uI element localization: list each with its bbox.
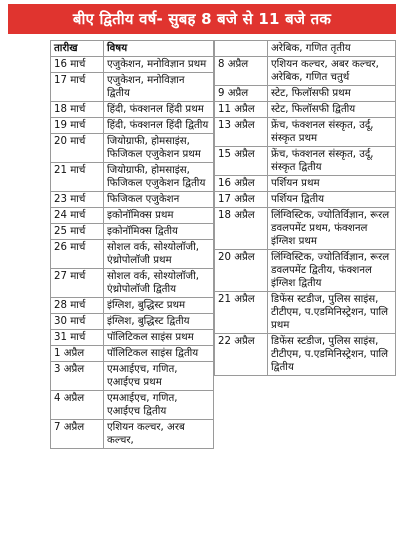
row-subject: एशियन कल्चर, अरब कल्चर, [104,420,214,449]
table-row [215,57,396,86]
schedule-table-left [50,40,214,449]
table-row [51,192,214,208]
row-subject: एजुकेशन, मनोविज्ञान प्रथम [104,57,214,73]
row-subject: इंग्लिश, बुद्धिस्ट द्वितीय [104,314,214,330]
table-row [215,192,396,208]
row-subject: पर्शियन प्रथम [268,176,396,192]
table-header-row [51,41,214,57]
table-row [51,224,214,240]
row-date: 24 मार्च [51,208,104,224]
table-row [51,298,214,314]
table-row [51,391,214,420]
row-subject: डिफेंस स्टडीज, पुलिस साइंस, टीटीएम, प.एडमिनिस्ट्रेशन, पालि प्रथम [268,292,396,334]
row-date: 28 मार्च [51,298,104,314]
header-date: तारीख [51,41,104,57]
table-row [215,102,396,118]
table-row [215,292,396,334]
table-row [51,134,214,163]
table-row [51,118,214,134]
row-date: 18 अप्रैल [215,208,268,250]
row-subject: सोशल वर्क, सोश्योलॉजी, एंथ्रोपोलॉजी प्रथम [104,240,214,269]
page-title-banner [8,4,396,34]
row-date: 11 अप्रैल [215,102,268,118]
table-row-continuation [215,41,396,57]
row-date: 26 मार्च [51,240,104,269]
row-date: 22 अप्रैल [215,334,268,376]
row-date: 18 मार्च [51,102,104,118]
row-date: 3 अप्रैल [51,362,104,391]
table-row [51,269,214,298]
row-subject: स्टेट, फिलॉसफी प्रथम [268,86,396,102]
table-row [215,86,396,102]
row-date: 21 मार्च [51,163,104,192]
row-subject: पॉलिटिकल साइंस द्वितीय [104,346,214,362]
row-date: 17 अप्रैल [215,192,268,208]
row-date: 31 मार्च [51,330,104,346]
table-row [215,176,396,192]
table-row [51,330,214,346]
table-row [51,420,214,449]
row-date-empty [215,41,268,57]
row-subject: फ्रेंच, फंक्शनल संस्कृत, उर्दू, संस्कृत द्वितीय [268,147,396,176]
row-subject: स्टेट, फिलॉसफी द्वितीय [268,102,396,118]
row-date: 16 मार्च [51,57,104,73]
table-row [215,147,396,176]
row-subject: एजुकेशन, मनोविज्ञान द्वितीय [104,73,214,102]
row-date: 15 अप्रैल [215,147,268,176]
table-row [51,240,214,269]
row-subject: इकोनॉमिक्स प्रथम [104,208,214,224]
table-row [51,163,214,192]
row-subject: फिजिकल एजुकेशन [104,192,214,208]
row-date: 30 मार्च [51,314,104,330]
row-date: 4 अप्रैल [51,391,104,420]
row-subject: लिंग्विस्टिक, ज्योतिर्विज्ञान, रूरल डवलपमेंट प्रथम, फंक्शनल इंग्लिश प्रथम [268,208,396,250]
table-row [215,250,396,292]
row-subject: हिंदी, फंक्शनल हिंदी प्रथम [104,102,214,118]
table-row [215,208,396,250]
row-date: 19 मार्च [51,118,104,134]
row-subject: इंग्लिश, बुद्धिस्ट प्रथम [104,298,214,314]
row-subject: जियोग्राफी, होमसाइंस, फिजिकल एजुकेशन द्वितीय [104,163,214,192]
row-date: 7 अप्रैल [51,420,104,449]
row-subject: इकोनॉमिक्स द्वितीय [104,224,214,240]
row-date: 13 अप्रैल [215,118,268,147]
row-subject-continuation: अरेबिक, गणित तृतीय [268,41,396,57]
row-subject: लिंग्विस्टिक, ज्योतिर्विज्ञान, रूरल डवलपमेंट द्वितीय, फंक्शनल इंग्लिश द्वितीय [268,250,396,292]
row-date: 25 मार्च [51,224,104,240]
row-subject: एमआईएच, गणित, एआईएच प्रथम [104,362,214,391]
table-row [51,208,214,224]
table-row [51,314,214,330]
row-date: 27 मार्च [51,269,104,298]
row-date: 23 मार्च [51,192,104,208]
table-row [51,73,214,102]
row-subject: एमआईएच, गणित, एआईएच द्वितीय [104,391,214,420]
row-subject: सोशल वर्क, सोश्योलॉजी, एंथ्रोपोलॉजी द्वितीय [104,269,214,298]
table-row [215,118,396,147]
row-date: 16 अप्रैल [215,176,268,192]
table-row [51,362,214,391]
row-date: 17 मार्च [51,73,104,102]
banner-text: बीए द्वितीय वर्ष- सुबह 8 बजे से 11 बजे तक [72,10,332,28]
row-subject: जियोग्राफी, होमसाइंस, फिजिकल एजुकेशन प्रथम [104,134,214,163]
row-subject: एशियन कल्चर, अबर कल्चर, अरेबिक, गणित चतुर्थ [268,57,396,86]
row-date: 1 अप्रैल [51,346,104,362]
table-row [51,346,214,362]
table-row [51,57,214,73]
table-row [215,334,396,376]
row-subject: फ्रेंच, फंक्शनल संस्कृत, उर्दू, संस्कृत प्रथम [268,118,396,147]
row-date: 20 अप्रैल [215,250,268,292]
row-subject: पॉलिटिकल साइंस प्रथम [104,330,214,346]
row-subject: पर्शियन द्वितीय [268,192,396,208]
row-date: 9 अप्रैल [215,86,268,102]
row-subject: डिफेंस स्टडीज, पुलिस साइंस, टीटीएम, प.एडमिनिस्ट्रेशन, पालि द्वितीय [268,334,396,376]
row-date: 8 अप्रैल [215,57,268,86]
schedule-table-right [214,40,396,376]
row-date: 20 मार्च [51,134,104,163]
row-subject: हिंदी, फंक्शनल हिंदी द्वितीय [104,118,214,134]
table-row [51,102,214,118]
header-subject: विषय [104,41,214,57]
row-date: 21 अप्रैल [215,292,268,334]
